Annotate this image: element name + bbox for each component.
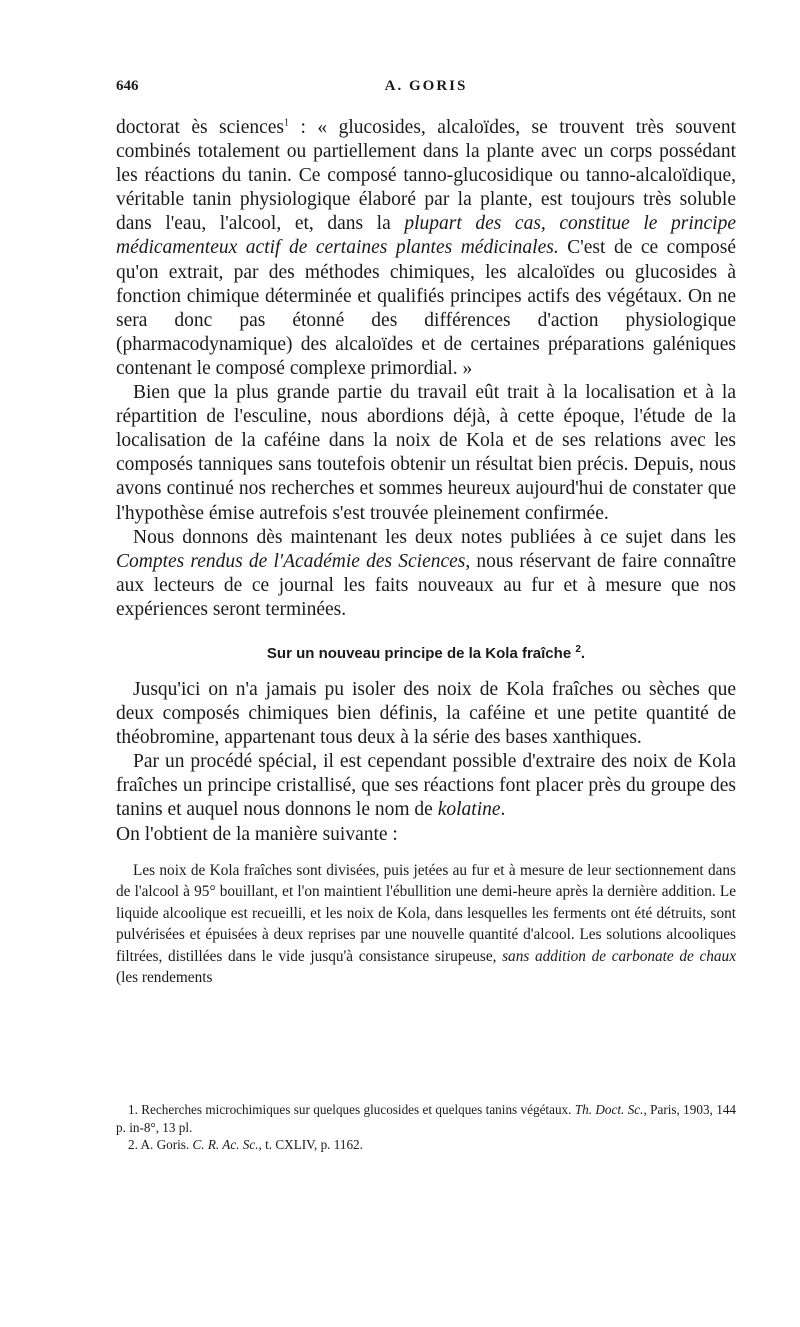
text-run: , t. CXLIV, p. 1162.	[258, 1137, 363, 1152]
paragraph	[116, 750, 736, 822]
paragraph	[116, 526, 736, 622]
text-run: doctorat ès sciences	[116, 117, 285, 138]
text-run: Nous donnons dès maintenant les deux notes publiées à ce sujet dans les	[133, 526, 736, 548]
page-header	[116, 78, 736, 102]
text-run: Par un procédé spécial, il est cependant possible d'extraire des noix de Kola fraîches un principe cristallisé, que ses réactions font placer près du groupe des tanins et auquel nous donnons le nom de	[116, 751, 736, 821]
paragraph: Bien que la plus grande partie du travail eût trait à la localisation et à la répartition de l'esculine, nous abordions déjà, à cette époque, l'étude de la localisation de la caféine dans la noix de Kola et de ses relations avec les composés tanniques sans toutefois obtenir un résultat bien précis. Depuis, nous avons continué nos recherches et sommes heureux aujourd'hui de constater que l'hypothèse émise autrefois s'est trouvée pleinement confirmée.	[116, 382, 736, 524]
text-run: 2. A. Goris.	[128, 1137, 193, 1152]
text-run: Les noix de Kola fraîches sont divisées, puis jetées au fur et à mesure de leur sectionnement dans de l'alcool à 95° bouillant, et l'on maintient l'ébullition une demi-heure après la dernière addition. Le liquide alcoolique est recueilli, et les noix de Kola, dans lesquelles les ferments ont été détruits, sont pulvérisées et épuisées à deux reprises par une nouvelle quantité d'alcool. Les solutions alcooliques filtrées, distillées dans le vide jusqu'à consistance sirupeuse,	[116, 861, 736, 965]
paragraph: Jusqu'ici on n'a jamais pu isoler des noix de Kola fraîches ou sèches que deux composés chimiques bien définis, la caféine et une petite quantité de théobromine, appartenant tous deux à la série des bases xanthiques.	[116, 678, 736, 749]
text-run: , Paris, 1903, 144 p. in-8°, 13 pl.	[116, 1102, 737, 1135]
text-run: (les rendements	[116, 969, 213, 987]
page-body	[116, 116, 736, 989]
page-number: 646	[116, 78, 139, 94]
footnote-1	[116, 1101, 736, 1136]
text-run: : « glucosides, alcaloïdes, se trouvent très souvent combinés totalement ou partiellement dans la plante avec un corps possédant les réactions du tanin. Ce composé tanno-glucosidique ou tanno-alcaloïdique, véritable tanin physiologique élaboré par la plante, est toujours très soluble dans l'eau, l'alcool, et, dans la	[116, 117, 736, 235]
italic-run: kolatine	[437, 799, 501, 821]
paragraph-small	[116, 860, 736, 989]
footnote-2	[116, 1136, 736, 1154]
italic-run: Th. Doct. Sc.	[574, 1102, 644, 1117]
running-head: A. GORIS	[384, 78, 468, 94]
footnote-marker: 2	[575, 643, 581, 655]
italic-run: Comptes rendus de l'Académie des Sciences	[116, 550, 466, 572]
section-heading-text: Sur un nouveau principe de la Kola fraîche	[266, 644, 572, 662]
italic-run: C. R. Ac. Sc.	[192, 1137, 259, 1152]
text-run: 1. Recherches microchimiques sur quelques glucosides et quelques tanins végétaux.	[128, 1102, 575, 1117]
paragraph: On l'obtient de la manière suivante :	[116, 823, 398, 845]
text-run: .	[500, 799, 506, 821]
text-run: , nous réservant de faire connaître aux lecteurs de ce journal les faits nouveaux au fur et à mesure que nos expériences seront terminées.	[116, 550, 736, 620]
italic-run: sans addition de carbonate de chaux	[502, 947, 736, 965]
footnote-marker: 1	[284, 117, 290, 129]
italic-run: plupart des cas, constitue le principe médicamenteux actif de certaines plantes médicinales.	[116, 213, 737, 259]
paragraph-quote	[116, 116, 736, 381]
spacer	[116, 847, 736, 860]
footnotes	[116, 1101, 736, 1154]
section-heading: Sur un nouveau principe de la Kola fraîche $^2$.	[266, 643, 586, 662]
text-run: C'est de ce composé qu'on extrait, par des méthodes chimiques, les alcaloïdes ou glucosides à fonction chimique déterminée et qualifiés principes actifs des végétaux. On ne sera donc pas étonné des différences d'action physiologique (pharmacodynamique) des alcaloïdes et de certaines préparations galéniques contenant le composé complexe primordial. »	[116, 237, 736, 379]
